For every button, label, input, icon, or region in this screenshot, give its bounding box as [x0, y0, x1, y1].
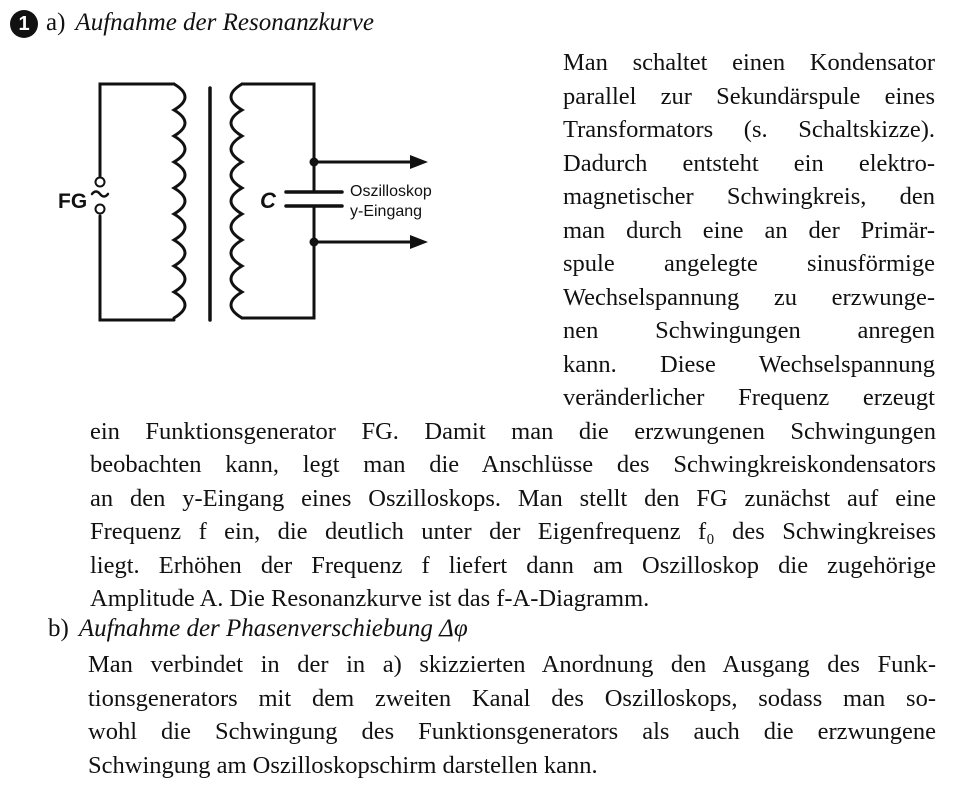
part-a-line: parallel zur Sekundärspule eines [563, 82, 935, 110]
part-a-line: Dadurch entsteht ein elektro- [563, 149, 935, 177]
part-a-line: magnetischer Schwingkreis, den [563, 183, 935, 210]
generator-sine-icon [92, 192, 108, 197]
part-a-line: an den y-Eingang eines Oszilloskops. Man stellt den FG zunächst auf eine [90, 484, 936, 512]
part-a-title: Aufnahme der Resonanzkurve [75, 9, 374, 36]
part-a-line: ein Funktionsgenerator FG. Damit man die erzwungenen Schwingungen [90, 417, 936, 445]
primary-wire-bottom [100, 216, 174, 320]
generator-label: FG [58, 190, 88, 213]
part-a-label: a) [46, 9, 66, 36]
arrow-head-top [410, 155, 428, 169]
part-b-line: tionsgenerators mit dem zweiten Kanal des Oszilloskops, sodass man so- [88, 684, 936, 712]
generator-terminal-bottom [96, 205, 105, 214]
junction-dot-bottom [310, 238, 319, 247]
part-a-line: veränderlicher Frequenz erzeugt [563, 384, 935, 411]
circuit-schematic [48, 68, 468, 348]
part-b-line: Schwingung am Oszilloskopschirm darstellen kann. [88, 751, 598, 779]
part-b-label: b) [48, 615, 69, 642]
part-a-line: Amplitude A. Die Resonanzkurve ist das f-A-Diagramm. [90, 585, 650, 612]
part-a-line: liegt. Erhöhen der Frequenz f liefert dann am Oszilloskop die zugehörige [90, 551, 936, 579]
generator-terminal-top [96, 178, 105, 187]
part-a-line: spule angelegte sinusförmige [563, 250, 935, 277]
secondary-wire-bottom [242, 206, 314, 318]
section-number-badge: 1 [10, 10, 38, 38]
part-a-line: Man schaltet einen Kondensator [563, 49, 935, 76]
part-a-line: man durch eine an der Primär- [563, 216, 935, 244]
secondary-wire-top [242, 84, 314, 192]
arrow-head-bottom [410, 235, 428, 249]
heading-part-b [48, 614, 468, 644]
primary-coil [174, 84, 185, 318]
primary-wire [100, 84, 174, 176]
part-a-line: Transformators (s. Schaltskizze). [563, 116, 935, 143]
part-a-line: Wechselspannung zu erzwunge- [563, 283, 935, 311]
heading-part-a [46, 8, 374, 38]
part-b-line: wohl die Schwingung des Funktionsgenerators als auch die erzwungene [88, 718, 936, 745]
capacitor-label: C [260, 188, 276, 213]
secondary-coil [231, 84, 242, 318]
y-input-label: y-Eingang [350, 203, 423, 220]
part-a-line: beobachten kann, legt man die Anschlüsse des Schwingkreiskondensators [90, 451, 936, 478]
part-b-line: Man verbindet in der in a) skizzierten Anordnung den Ausgang des Funk- [88, 651, 936, 678]
junction-dot-top [310, 158, 319, 167]
part-b-title: Aufnahme der Phasenverschiebung Δφ [78, 615, 468, 642]
part-a-line: kann. Diese Wechselspannung [563, 350, 935, 378]
part-a-line: nen Schwingungen anregen [563, 317, 935, 344]
part-a-line: Frequenz f ein, die deutlich unter der Eigenfrequenz f₀ des Schwingkreises [90, 518, 936, 545]
oscilloscope-label: Oszilloskop [350, 183, 432, 200]
